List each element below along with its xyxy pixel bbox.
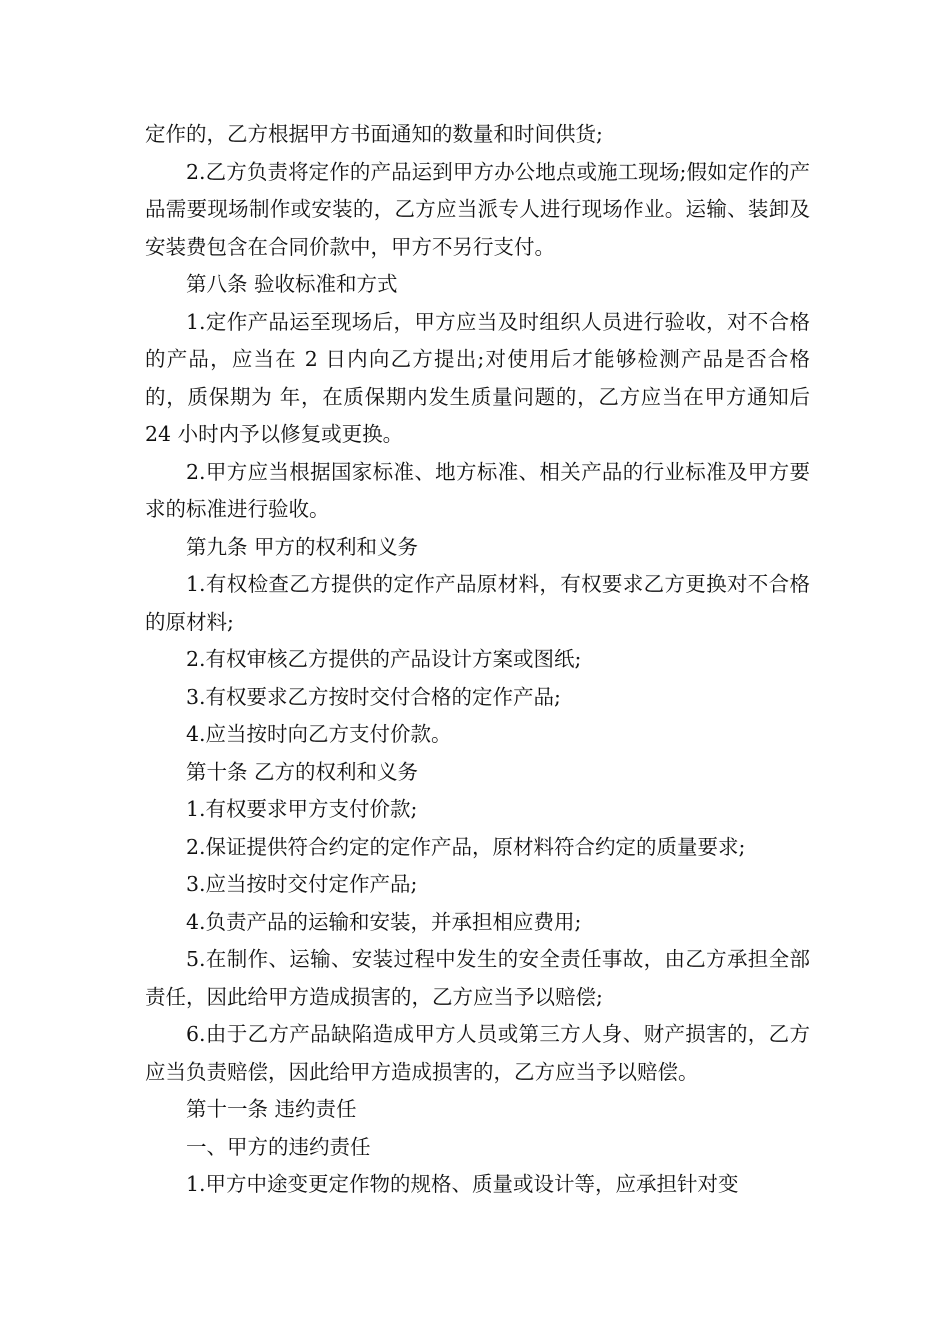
article-8-heading: 第八条 验收标准和方式 [186, 272, 398, 296]
document-body [145, 116, 810, 1204]
paragraph-party-b-right-1: 1.有权要求甲方支付价款; [186, 797, 418, 821]
paragraph-party-a-right-1: 1.有权检查乙方提供的定作产品原材料，有权要求乙方更换对不合格的原材料; [145, 572, 810, 634]
paragraph-party-b-right-4: 4.负责产品的运输和安装，并承担相应费用; [186, 909, 582, 934]
paragraph-acceptance-1: 1.定作产品运至现场后，甲方应当及时组织人员进行验收，对不合格的产品，应当在 2 日内向乙方提出;对使用后才能够检测产品是否合格的，质保期为 年，在质保期内发生质量问题的，乙方应当在甲方通知后 24 小时内予以修复或更换。 [145, 309, 810, 446]
article-11-heading: 第十一条 违约责任 [186, 1097, 357, 1121]
paragraph-delivery-install: 2.乙方负责将定作的产品运到甲方办公地点或施工现场;假如定作的产品需要现场制作或安装的，乙方应当派专人进行现场作业。运输、装卸及安装费包含在合同价款中，甲方不另行支付。 [145, 159, 810, 259]
paragraph-party-b-right-2: 2.保证提供符合约定的定作产品，原材料符合约定的质量要求; [186, 834, 746, 859]
paragraph-party-a-right-4: 4.应当按时向乙方支付价款。 [186, 722, 452, 746]
paragraph-party-b-right-3: 3.应当按时交付定作产品; [186, 872, 418, 896]
article-9-heading: 第九条 甲方的权利和义务 [186, 534, 419, 559]
paragraph-party-a-right-2: 2.有权审核乙方提供的产品设计方案或图纸; [186, 647, 582, 671]
section-party-a-breach-heading: 一、甲方的违约责任 [186, 1134, 371, 1159]
paragraph-party-b-right-5: 5.在制作、运输、安装过程中发生的安全责任事故，由乙方承担全部责任，因此给甲方造成损害的，乙方应当予以赔偿; [145, 947, 810, 1009]
paragraph-party-a-right-3: 3.有权要求乙方按时交付合格的定作产品; [186, 684, 561, 709]
paragraph-party-a-breach-1: 1.甲方中途变更定作物的规格、质量或设计等，应承担针对变 [186, 1172, 739, 1196]
paragraph-acceptance-2: 2.甲方应当根据国家标准、地方标准、相关产品的行业标准及甲方要求的标准进行验收。 [145, 459, 810, 521]
paragraph-party-b-right-6: 6.由于乙方产品缺陷造成甲方人员或第三方人身、财产损害的，乙方应当负责赔偿，因此给甲方造成损害的，乙方应当予以赔偿。 [145, 1022, 810, 1084]
article-10-heading: 第十条 乙方的权利和义务 [186, 759, 419, 784]
paragraph-supply-continuation: 定作的，乙方根据甲方书面通知的数量和时间供货; [145, 122, 603, 146]
